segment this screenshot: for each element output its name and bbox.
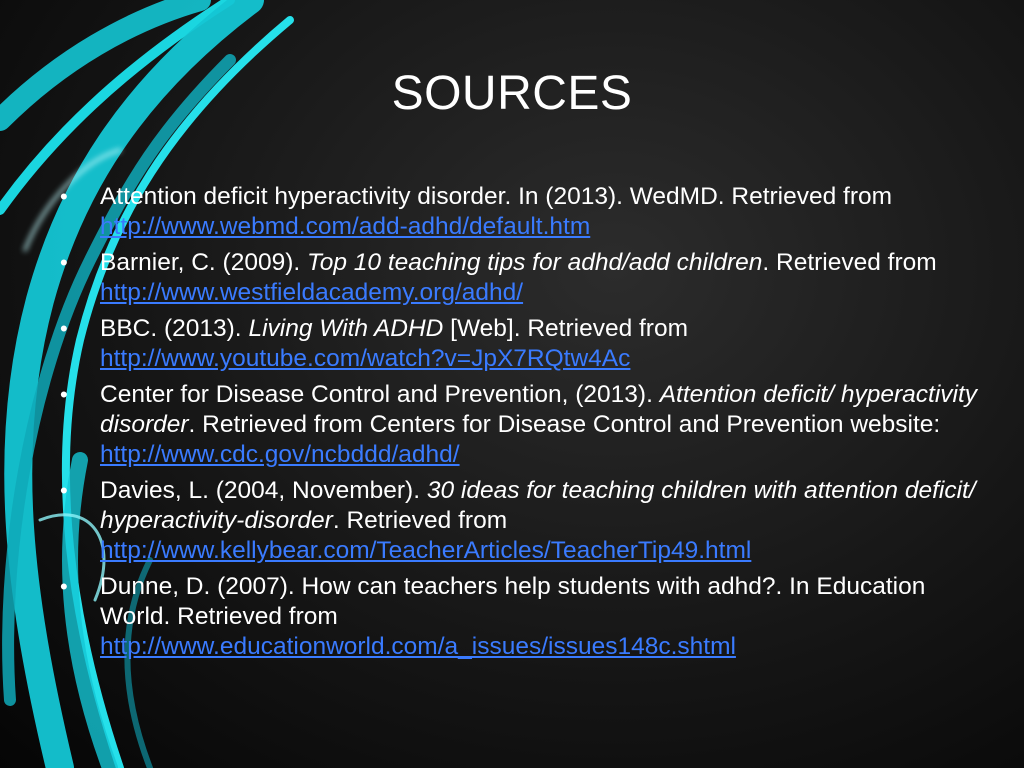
source-text: Center for Disease Control and Prevention, (2013). bbox=[100, 381, 660, 408]
bullet-icon: • bbox=[60, 250, 68, 275]
bullet-icon: • bbox=[60, 574, 68, 599]
source-title-italic: 30 ideas for teaching children with attention deficit/ hyperactivity-disorder bbox=[100, 477, 976, 534]
bullet-icon: • bbox=[60, 382, 68, 407]
slide-title: SOURCES bbox=[391, 67, 633, 120]
source-text: Attention deficit hyperactivity disorder. In (2013). WedMD. Retrieved from bbox=[100, 183, 893, 210]
source-link[interactable]: http://www.cdc.gov/ncbddd/adhd/ bbox=[100, 441, 460, 468]
bullet-icon: • bbox=[60, 184, 68, 209]
source-link[interactable]: http://www.youtube.com/watch?v=JpX7RQtw4Ac bbox=[100, 345, 631, 372]
source-item bbox=[60, 572, 980, 662]
bullet-icon: • bbox=[60, 478, 68, 503]
source-item bbox=[60, 182, 980, 242]
source-text: [Web]. Retrieved from bbox=[443, 315, 689, 342]
source-link[interactable]: http://www.educationworld.com/a_issues/issues148c.shtml bbox=[100, 633, 736, 660]
source-text: Davies, L. (2004, November). bbox=[100, 477, 427, 504]
source-link[interactable]: http://www.westfieldacademy.org/adhd/ bbox=[100, 279, 524, 306]
source-text: . Retrieved from bbox=[332, 507, 508, 534]
source-text: . Retrieved from Centers for Disease Control and Prevention website: bbox=[188, 411, 941, 438]
source-item bbox=[60, 476, 980, 566]
source-title-italic: Top 10 teaching tips for adhd/add children bbox=[306, 249, 763, 276]
source-item bbox=[60, 380, 980, 470]
bullet-icon: • bbox=[60, 316, 68, 341]
source-text: Barnier, C. (2009). bbox=[100, 249, 307, 276]
source-text: . Retrieved from bbox=[762, 249, 937, 276]
sources-list bbox=[60, 182, 980, 668]
source-title-italic: Attention deficit/ hyperactivity disorder bbox=[100, 381, 978, 438]
source-text: Dunne, D. (2007). How can teachers help students with adhd?. In Education World. Retrieved from bbox=[100, 573, 926, 630]
source-link[interactable]: http://www.webmd.com/add-adhd/default.htm bbox=[100, 213, 591, 240]
source-title-italic: Living With ADHD bbox=[248, 315, 444, 342]
source-item bbox=[60, 248, 980, 308]
source-link[interactable]: http://www.kellybear.com/TeacherArticles/TeacherTip49.html bbox=[100, 537, 752, 564]
source-text: BBC. (2013). bbox=[100, 315, 249, 342]
source-item bbox=[60, 314, 980, 374]
